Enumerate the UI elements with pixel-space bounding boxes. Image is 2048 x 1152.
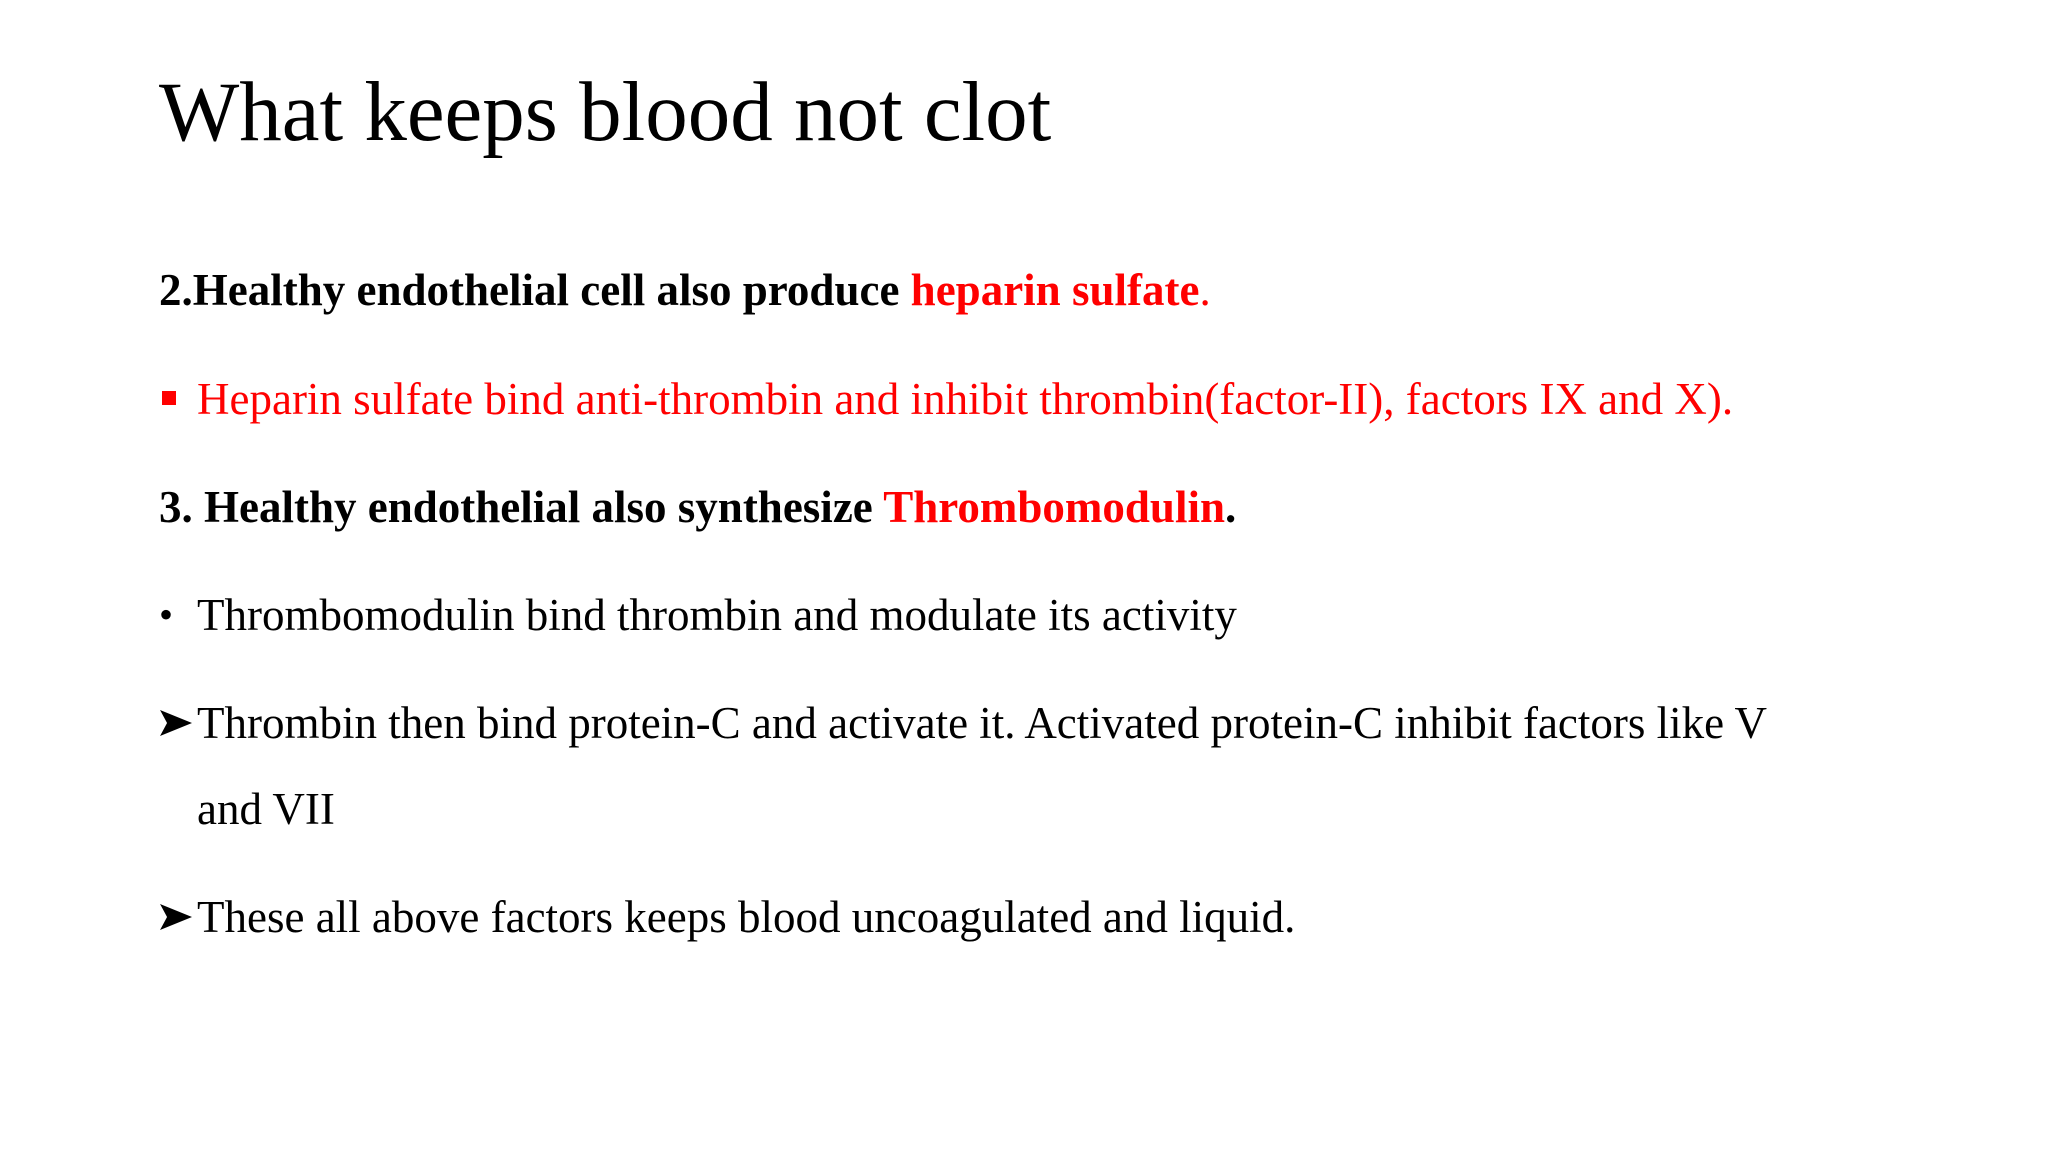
point-2-period: . [1199,265,1211,315]
arrow-item-protein-c [159,695,1999,845]
point-3-heading [159,479,1236,535]
arrowhead-bullet-icon [159,708,193,738]
slide-title: What keeps blood not clot [159,65,1052,159]
point-3-lead: 3. Healthy endothelial also synthesize [159,482,884,532]
summary-text: These all above factors keeps blood uncoagulated and liquid. [197,892,1296,942]
point-2-lead: 2.Healthy endothelial cell also produce [159,265,911,315]
heparin-bullet-text: Heparin sulfate bind anti-thrombin and inhibit thrombin(factor-II), factors IX and X). [197,374,1734,424]
thrombomodulin-highlight: Thrombomodulin [883,482,1225,532]
point-3-period: . [1225,482,1237,532]
arrowhead-bullet-icon [159,902,193,932]
point-2-heading [159,262,1211,318]
protein-c-text-line-1: Thrombin then bind protein-C and activate it. Activated protein-C inhibit factors like V [197,698,1768,748]
dot-bullet-icon: • [159,592,174,637]
red-square-bullet-icon [162,391,176,405]
thrombomodulin-bullet-text: Thrombomodulin bind thrombin and modulate its activity [197,590,1237,640]
heparin-sulfate-highlight: heparin sulfate [910,265,1200,315]
protein-c-text-line-2: and VII [197,784,335,834]
